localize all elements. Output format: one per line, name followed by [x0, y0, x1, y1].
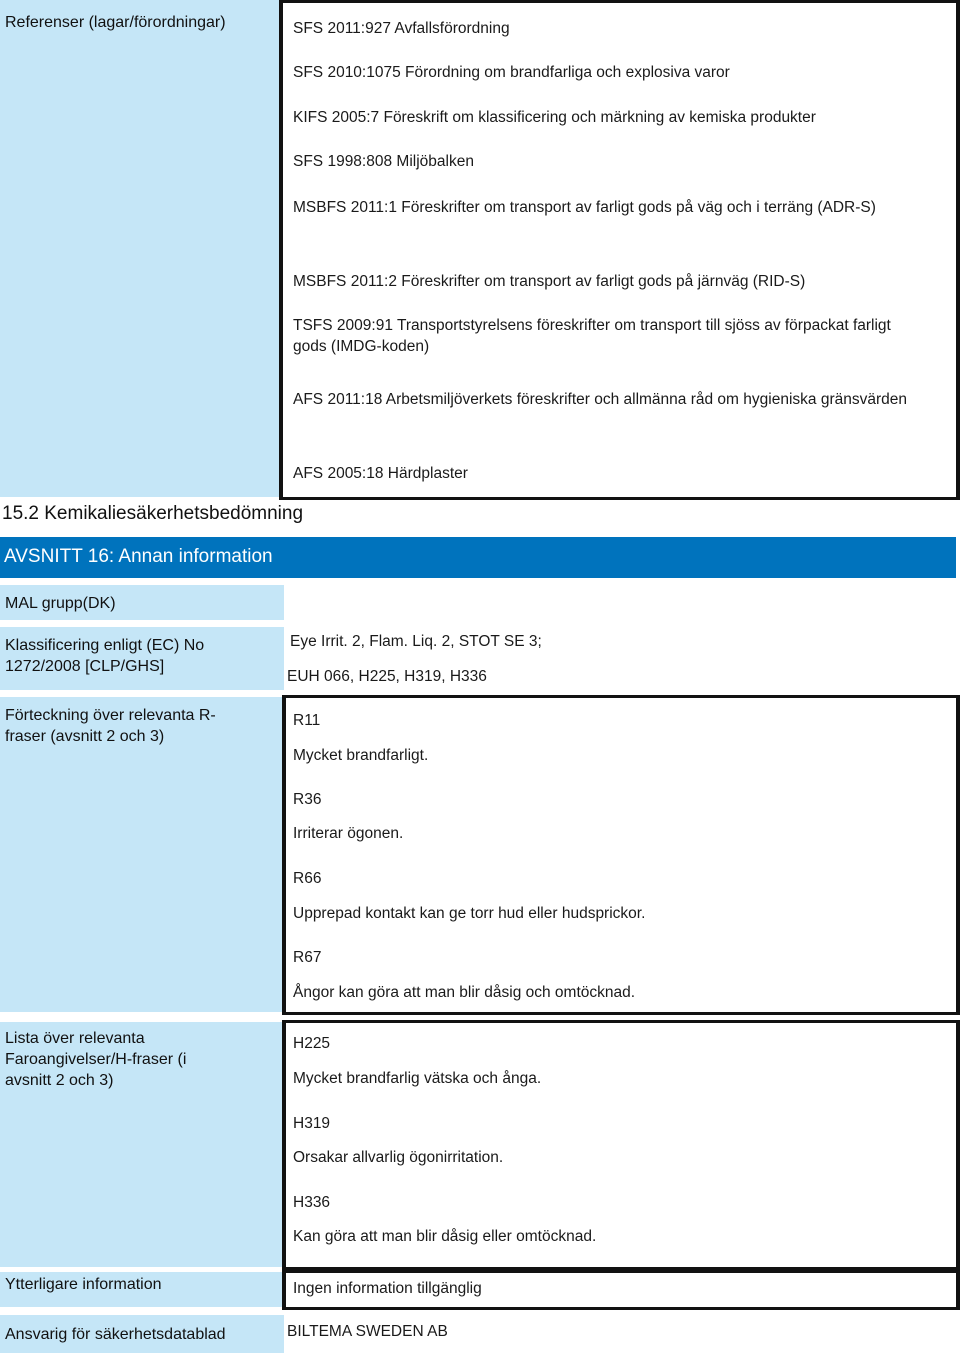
responsible-label-cell [0, 1315, 284, 1353]
mal-group-label-cell [0, 585, 284, 620]
section-15-2-heading: 15.2 Kemikaliesäkerhetsbedömning [2, 503, 304, 524]
reference-item: SFS 2011:927 Avfallsförordning [293, 20, 510, 37]
reference-item: KIFS 2005:7 Föreskrift om klassificering och märkning av kemiska produkter [293, 109, 816, 126]
reference-item: AFS 2011:18 Arbetsmiljöverkets föreskrifter och allmänna råd om hygieniska gränsvärden [293, 391, 907, 408]
h-phrase-code: H336 [293, 1194, 331, 1211]
r-phrases-label-cell [0, 697, 284, 1012]
section-16-title-bar [0, 537, 956, 578]
h-phrase-text: Mycket brandfarlig vätska och ånga. [293, 1070, 542, 1087]
h-phrase-code: H225 [293, 1035, 331, 1052]
r-phrase-text: Mycket brandfarligt. [293, 747, 429, 764]
reference-item: SFS 2010:1075 Förordning om brandfarliga och explosiva varor [293, 64, 730, 81]
classification-line: Eye Irrit. 2, Flam. Liq. 2, STOT SE 3; [290, 633, 542, 650]
reference-item: TSFS 2009:91 Transportstyrelsens föreskrifter om transport till sjöss av förpackat farligt gods (IMDG-koden) [293, 317, 891, 355]
reference-item: MSBFS 2011:1 Föreskrifter om transport av farligt gods på väg och i terräng (ADR-S) [293, 199, 876, 216]
mal-group-label: MAL grupp(DK) [5, 595, 116, 612]
h-phrase-text: Orsakar allvarlig ögonirritation. [293, 1149, 504, 1166]
r-phrase-code: R66 [293, 870, 322, 887]
responsible-label: Ansvarig för säkerhetsdatablad [5, 1326, 226, 1343]
h-phrases-label-cell [0, 1022, 284, 1267]
r-phrase-text: Ångor kan göra att man blir dåsig och omtöcknad. [293, 984, 636, 1001]
classification-label: Klassificering enligt (EC) No 1272/2008 [CLP/GHS] [5, 637, 205, 675]
additional-info-label-cell [0, 1272, 284, 1307]
h-phrase-code: H319 [293, 1115, 331, 1132]
reference-item: MSBFS 2011:2 Föreskrifter om transport av farligt gods på järnväg (RID-S) [293, 273, 806, 290]
r-phrases-label: Förteckning över relevanta R-fraser (avsnitt 2 och 3) [5, 707, 216, 745]
responsible-value: BILTEMA SWEDEN AB [287, 1323, 448, 1340]
r-phrases-box [282, 695, 960, 1015]
reference-item: AFS 2005:18 Härdplaster [293, 465, 468, 482]
r-phrase-code: R67 [293, 949, 322, 966]
additional-info-value: Ingen information tillgänglig [293, 1280, 482, 1297]
r-phrase-code: R36 [293, 791, 322, 808]
classification-line: EUH 066, H225, H319, H336 [287, 668, 487, 685]
section-16-title: AVSNITT 16: Annan information [4, 546, 273, 567]
classification-label-cell [0, 627, 284, 690]
h-phrase-text: Kan göra att man blir dåsig eller omtöcknad. [293, 1228, 597, 1245]
additional-info-label: Ytterligare information [5, 1276, 162, 1293]
reference-item: SFS 1998:808 Miljöbalken [293, 153, 474, 170]
r-phrase-text: Upprepad kontakt kan ge torr hud eller hudsprickor. [293, 905, 646, 922]
h-phrases-label: Lista över relevanta Faroangivelser/H-fraser (i avsnitt 2 och 3) [5, 1030, 187, 1089]
r-phrase-code: R11 [293, 712, 321, 729]
references-label: Referenser (lagar/förordningar) [5, 14, 226, 31]
r-phrase-text: Irriterar ögonen. [293, 825, 404, 842]
references-label-cell [0, 0, 280, 497]
